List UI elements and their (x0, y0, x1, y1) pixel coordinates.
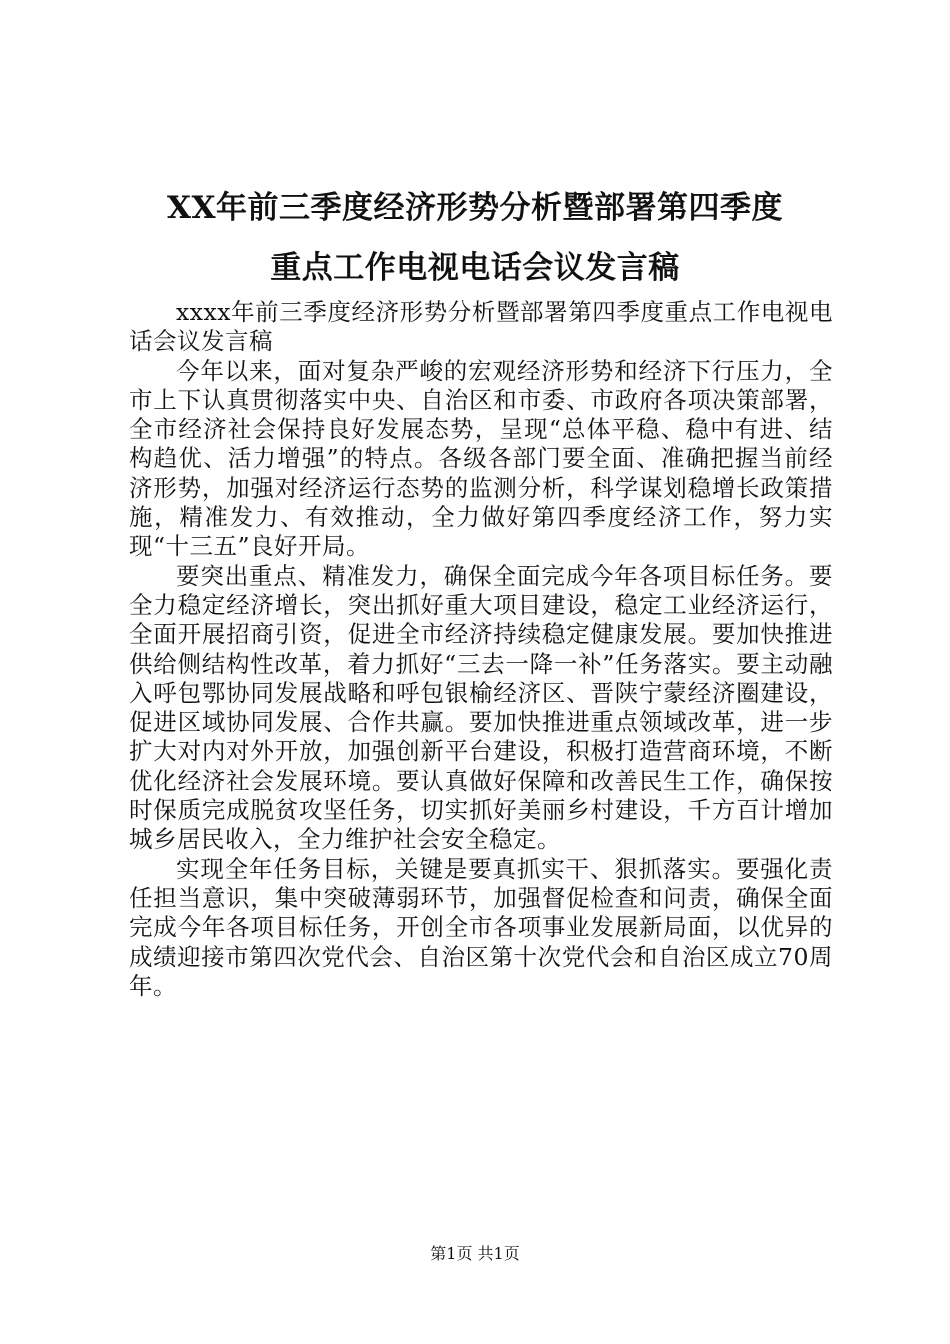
paragraph-subtitle: xxxx年前三季度经济形势分析暨部署第四季度重点工作电视电话会议发言稿 (129, 298, 833, 356)
document-title-line-1: XX年前三季度经济形势分析暨部署第四季度 (166, 190, 784, 226)
document-body (129, 298, 833, 1001)
paragraph: 今年以来，面对复杂严峻的宏观经济形势和经济下行压力，全市上下认真贯彻落实中央、自治区和市委、市政府各项决策部署，全市经济社会保持良好发展态势，呈现“总体平稳、稳中有进、结构趋优、活力增强”的特点。各级各部门要全面、准确把握当前经济形势，加强对经济运行态势的监测分析，科学谋划稳增长政策措施，精准发力、有效推动，全力做好第四季度经济工作，努力实现“十三五”良好开局。 (129, 356, 833, 561)
paragraph: 实现全年任务目标，关键是要真抓实干、狠抓落实。要强化责任担当意识，集中突破薄弱环节，加强督促检查和问责，确保全面完成今年各项目标任务，开创全市各项事业发展新局面，以优异的成绩迎接市第四次党代会、自治区第十次党代会和自治区成立70周年。 (129, 854, 833, 1000)
document-title-line-2: 重点工作电视电话会议发言稿 (270, 250, 680, 286)
page-footer: 第1页 共1页 (430, 1244, 520, 1263)
paragraph: 要突出重点、精准发力，确保全面完成今年各项目标任务。要全力稳定经济增长，突出抓好重大项目建设，稳定工业经济运行，全面开展招商引资，促进全市经济持续稳定健康发展。要加快推进供给侧结构性改革，着力抓好“三去一降一补”任务落实。要主动融入呼包鄂协同发展战略和呼包银榆经济区、晋陕宁蒙经济圈建设，促进区域协同发展、合作共赢。要加快推进重点领域改革，进一步扩大对内对外开放，加强创新平台建设，积极打造营商环境，不断优化经济社会发展环境。要认真做好保障和改善民生工作，确保按时保质完成脱贫攻坚任务，切实抓好美丽乡村建设，千方百计增加城乡居民收入，全力维护社会安全稳定。 (129, 561, 833, 854)
